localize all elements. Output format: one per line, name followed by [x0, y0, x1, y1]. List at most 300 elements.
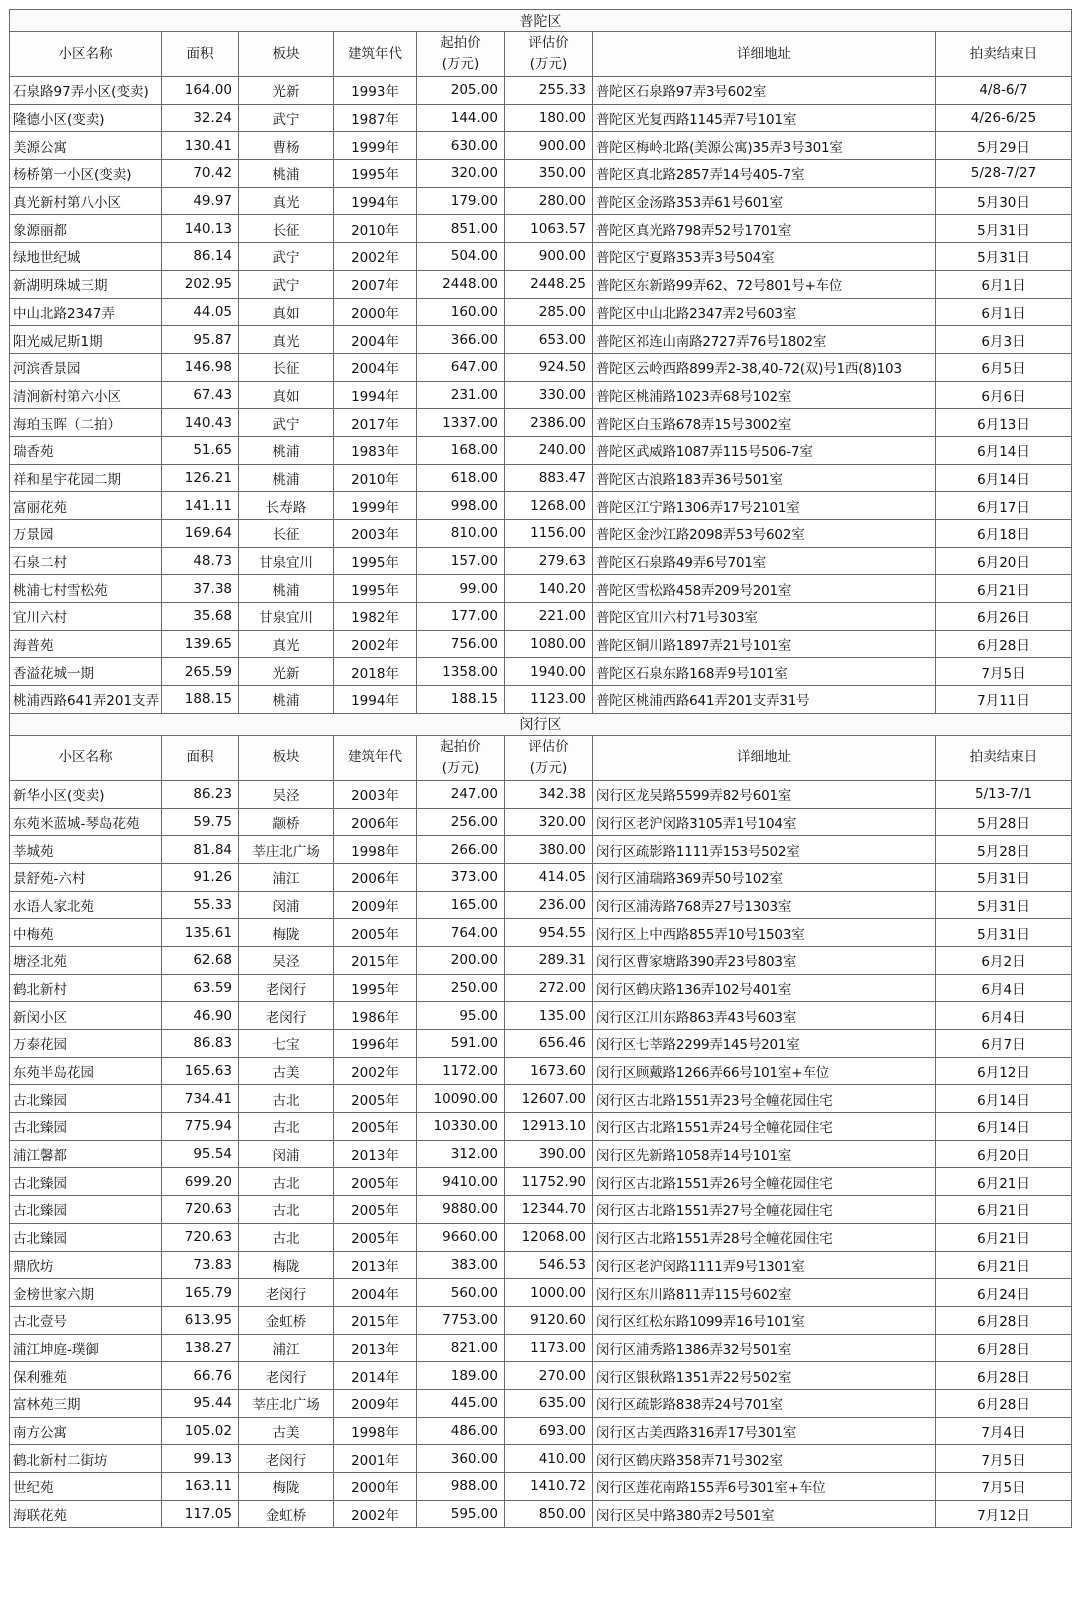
build-year-cell: 2013年	[334, 1334, 417, 1362]
area-cell: 35.68	[162, 603, 239, 631]
address-cell: 闵行区老沪闵路3105弄1号104室	[593, 808, 936, 836]
district-block-cell: 武宁	[239, 243, 334, 271]
district-block-cell: 闵浦	[239, 1140, 334, 1168]
area-cell: 699.20	[162, 1168, 239, 1196]
table-row	[10, 575, 1072, 603]
auction-table	[9, 9, 1072, 1528]
appraisal-price-cell: 12913.10	[505, 1113, 593, 1141]
area-cell: 48.73	[162, 547, 239, 575]
start-price-cell: 821.00	[417, 1334, 505, 1362]
area-cell: 81.84	[162, 836, 239, 864]
build-year-cell: 1983年	[334, 436, 417, 464]
build-year-cell: 2015年	[334, 946, 417, 974]
area-cell: 91.26	[162, 863, 239, 891]
district-block-cell: 甘泉宜川	[239, 547, 334, 575]
appraisal-price-cell: 900.00	[505, 132, 593, 160]
table-row	[10, 1362, 1072, 1390]
address-cell: 闵行区鹤庆路358弄71号302室	[593, 1445, 936, 1473]
build-year-cell: 2015年	[334, 1306, 417, 1334]
appraisal-price-cell: 883.47	[505, 464, 593, 492]
area-cell: 86.23	[162, 780, 239, 808]
appraisal-price-cell: 656.46	[505, 1030, 593, 1058]
build-year-cell: 2005年	[334, 919, 417, 947]
address-cell: 闵行区顾戴路1266弄66号101室+车位	[593, 1057, 936, 1085]
table-row	[10, 492, 1072, 520]
community-name-cell: 香溢花城一期	[10, 658, 162, 686]
area-cell: 62.68	[162, 946, 239, 974]
auction-end-date-cell: 7月5日	[936, 658, 1072, 686]
auction-end-date-cell: 6月5日	[936, 353, 1072, 381]
column-header: 评估价 (万元)	[505, 735, 593, 780]
start-price-cell: 320.00	[417, 160, 505, 188]
table-row	[10, 270, 1072, 298]
build-year-cell: 1999年	[334, 492, 417, 520]
start-price-cell: 95.00	[417, 1002, 505, 1030]
start-price-cell: 810.00	[417, 520, 505, 548]
appraisal-price-cell: 289.31	[505, 946, 593, 974]
table-row	[10, 1445, 1072, 1473]
build-year-cell: 1995年	[334, 547, 417, 575]
auction-end-date-cell: 6月3日	[936, 326, 1072, 354]
district-block-cell: 长征	[239, 520, 334, 548]
auction-end-date-cell: 6月14日	[936, 1085, 1072, 1113]
table-row	[10, 603, 1072, 631]
district-block-cell: 长寿路	[239, 492, 334, 520]
area-cell: 169.64	[162, 520, 239, 548]
appraisal-price-cell: 1940.00	[505, 658, 593, 686]
start-price-cell: 266.00	[417, 836, 505, 864]
community-name-cell: 莘城苑	[10, 836, 162, 864]
appraisal-price-cell: 1173.00	[505, 1334, 593, 1362]
address-cell: 普陀区桃浦路1023弄68号102室	[593, 381, 936, 409]
start-price-cell: 312.00	[417, 1140, 505, 1168]
auction-end-date-cell: 5月29日	[936, 132, 1072, 160]
table-row	[10, 630, 1072, 658]
address-cell: 普陀区东新路99弄62、72号801号+车位	[593, 270, 936, 298]
community-name-cell: 杨桥第一小区(变卖)	[10, 160, 162, 188]
community-name-cell: 保利雅苑	[10, 1362, 162, 1390]
address-cell: 闵行区莲花南路155弄6号301室+车位	[593, 1473, 936, 1501]
appraisal-price-cell: 414.05	[505, 863, 593, 891]
area-cell: 165.63	[162, 1057, 239, 1085]
community-name-cell: 鹤北新村	[10, 974, 162, 1002]
column-header: 起拍价 (万元)	[417, 32, 505, 77]
district-block-cell: 老闵行	[239, 1362, 334, 1390]
appraisal-price-cell: 12068.00	[505, 1223, 593, 1251]
build-year-cell: 2004年	[334, 326, 417, 354]
address-cell: 普陀区铜川路1897弄21号101室	[593, 630, 936, 658]
column-header: 建筑年代	[334, 735, 417, 780]
area-cell: 86.83	[162, 1030, 239, 1058]
district-block-cell: 光新	[239, 658, 334, 686]
community-name-cell: 富丽花苑	[10, 492, 162, 520]
community-name-cell: 瑞香苑	[10, 436, 162, 464]
appraisal-price-cell: 12607.00	[505, 1085, 593, 1113]
start-price-cell: 756.00	[417, 630, 505, 658]
table-row	[10, 1030, 1072, 1058]
district-block-cell: 浦江	[239, 1334, 334, 1362]
table-row	[10, 215, 1072, 243]
appraisal-price-cell: 272.00	[505, 974, 593, 1002]
table-row	[10, 1306, 1072, 1334]
section-title: 闵行区	[10, 713, 1072, 735]
district-block-cell: 吴泾	[239, 780, 334, 808]
start-price-cell: 144.00	[417, 104, 505, 132]
table-row	[10, 409, 1072, 437]
table-row	[10, 1002, 1072, 1030]
auction-end-date-cell: 6月13日	[936, 409, 1072, 437]
auction-end-date-cell: 6月12日	[936, 1057, 1072, 1085]
table-row	[10, 919, 1072, 947]
column-header: 详细地址	[593, 32, 936, 77]
address-cell: 闵行区吴中路380弄2号501室	[593, 1500, 936, 1528]
table-row	[10, 780, 1072, 808]
auction-end-date-cell: 6月14日	[936, 436, 1072, 464]
auction-end-date-cell: 5/13-7/1	[936, 780, 1072, 808]
build-year-cell: 2007年	[334, 270, 417, 298]
community-name-cell: 象源丽都	[10, 215, 162, 243]
start-price-cell: 373.00	[417, 863, 505, 891]
area-cell: 720.63	[162, 1223, 239, 1251]
community-name-cell: 古北臻园	[10, 1085, 162, 1113]
start-price-cell: 2448.00	[417, 270, 505, 298]
district-block-cell: 真光	[239, 630, 334, 658]
address-cell: 普陀区白玉路678弄15号3002室	[593, 409, 936, 437]
start-price-cell: 179.00	[417, 187, 505, 215]
build-year-cell: 1994年	[334, 686, 417, 714]
district-block-cell: 古美	[239, 1057, 334, 1085]
area-cell: 73.83	[162, 1251, 239, 1279]
build-year-cell: 1995年	[334, 974, 417, 1002]
start-price-cell: 9660.00	[417, 1223, 505, 1251]
start-price-cell: 160.00	[417, 298, 505, 326]
auction-end-date-cell: 5月31日	[936, 243, 1072, 271]
start-price-cell: 1172.00	[417, 1057, 505, 1085]
column-header: 小区名称	[10, 735, 162, 780]
appraisal-price-cell: 221.00	[505, 603, 593, 631]
appraisal-price-cell: 330.00	[505, 381, 593, 409]
build-year-cell: 2013年	[334, 1251, 417, 1279]
community-name-cell: 海普苑	[10, 630, 162, 658]
district-block-cell: 莘庄北广场	[239, 836, 334, 864]
start-price-cell: 1358.00	[417, 658, 505, 686]
district-block-cell: 梅陇	[239, 1473, 334, 1501]
community-name-cell: 桃浦七村雪松苑	[10, 575, 162, 603]
start-price-cell: 366.00	[417, 326, 505, 354]
column-header: 小区名称	[10, 32, 162, 77]
address-cell: 闵行区七莘路2299弄145号201室	[593, 1030, 936, 1058]
area-cell: 51.65	[162, 436, 239, 464]
auction-end-date-cell: 7月5日	[936, 1473, 1072, 1501]
table-row	[10, 1085, 1072, 1113]
community-name-cell: 石泉路97弄小区(变卖)	[10, 77, 162, 105]
address-cell: 闵行区龙吴路5599弄82号601室	[593, 780, 936, 808]
build-year-cell: 2005年	[334, 1223, 417, 1251]
build-year-cell: 2004年	[334, 353, 417, 381]
table-row	[10, 1140, 1072, 1168]
column-header: 面积	[162, 32, 239, 77]
area-cell: 775.94	[162, 1113, 239, 1141]
community-name-cell: 东苑米蓝城-琴岛花苑	[10, 808, 162, 836]
community-name-cell: 海联花苑	[10, 1500, 162, 1528]
area-cell: 63.59	[162, 974, 239, 1002]
address-cell: 闵行区浦涛路768弄27号1303室	[593, 891, 936, 919]
address-cell: 闵行区浦瑞路369弄50号102室	[593, 863, 936, 891]
community-name-cell: 世纪苑	[10, 1473, 162, 1501]
table-row	[10, 464, 1072, 492]
auction-end-date-cell: 6月1日	[936, 270, 1072, 298]
auction-end-date-cell: 6月28日	[936, 1334, 1072, 1362]
auction-end-date-cell: 5月28日	[936, 836, 1072, 864]
district-block-cell: 莘庄北广场	[239, 1389, 334, 1417]
build-year-cell: 2000年	[334, 1473, 417, 1501]
community-name-cell: 河滨香景园	[10, 353, 162, 381]
community-name-cell: 新闵小区	[10, 1002, 162, 1030]
address-cell: 普陀区宜川六村71号303室	[593, 603, 936, 631]
address-cell: 闵行区江川东路863弄43号603室	[593, 1002, 936, 1030]
table-row	[10, 298, 1072, 326]
start-price-cell: 360.00	[417, 1445, 505, 1473]
appraisal-price-cell: 280.00	[505, 187, 593, 215]
area-cell: 202.95	[162, 270, 239, 298]
build-year-cell: 1994年	[334, 187, 417, 215]
table-row	[10, 1473, 1072, 1501]
community-name-cell: 万泰花园	[10, 1030, 162, 1058]
address-cell: 闵行区古北路1551弄26号全幢花园住宅	[593, 1168, 936, 1196]
appraisal-price-cell: 1000.00	[505, 1279, 593, 1307]
area-cell: 59.75	[162, 808, 239, 836]
area-cell: 37.38	[162, 575, 239, 603]
district-block-cell: 光新	[239, 77, 334, 105]
appraisal-price-cell: 1268.00	[505, 492, 593, 520]
area-cell: 188.15	[162, 686, 239, 714]
start-price-cell: 189.00	[417, 1362, 505, 1390]
district-block-cell: 真光	[239, 187, 334, 215]
build-year-cell: 2017年	[334, 409, 417, 437]
start-price-cell: 9880.00	[417, 1196, 505, 1224]
start-price-cell: 205.00	[417, 77, 505, 105]
start-price-cell: 1337.00	[417, 409, 505, 437]
build-year-cell: 2003年	[334, 520, 417, 548]
area-cell: 613.95	[162, 1306, 239, 1334]
start-price-cell: 764.00	[417, 919, 505, 947]
appraisal-price-cell: 240.00	[505, 436, 593, 464]
table-row	[10, 77, 1072, 105]
start-price-cell: 630.00	[417, 132, 505, 160]
address-cell: 闵行区上中西路855弄10号1503室	[593, 919, 936, 947]
community-name-cell: 宜川六村	[10, 603, 162, 631]
appraisal-price-cell: 2386.00	[505, 409, 593, 437]
build-year-cell: 2013年	[334, 1140, 417, 1168]
build-year-cell: 1995年	[334, 575, 417, 603]
district-block-cell: 长征	[239, 215, 334, 243]
community-name-cell: 真光新村第八小区	[10, 187, 162, 215]
area-cell: 140.13	[162, 215, 239, 243]
appraisal-price-cell: 1410.72	[505, 1473, 593, 1501]
auction-end-date-cell: 5月28日	[936, 808, 1072, 836]
appraisal-price-cell: 279.63	[505, 547, 593, 575]
community-name-cell: 绿地世纪城	[10, 243, 162, 271]
district-block-cell: 武宁	[239, 409, 334, 437]
auction-end-date-cell: 5月31日	[936, 891, 1072, 919]
community-name-cell: 祥和星宇花园二期	[10, 464, 162, 492]
community-name-cell: 鹤北新村二街坊	[10, 1445, 162, 1473]
address-cell: 闵行区古北路1551弄27号全幢花园住宅	[593, 1196, 936, 1224]
table-row	[10, 1057, 1072, 1085]
auction-end-date-cell: 6月26日	[936, 603, 1072, 631]
district-block-cell: 桃浦	[239, 464, 334, 492]
address-cell: 普陀区祁连山南路2727弄76号1802室	[593, 326, 936, 354]
section-title-row	[10, 713, 1072, 735]
auction-end-date-cell: 6月28日	[936, 1362, 1072, 1390]
start-price-cell: 157.00	[417, 547, 505, 575]
community-name-cell: 鼎欣坊	[10, 1251, 162, 1279]
appraisal-price-cell: 546.53	[505, 1251, 593, 1279]
address-cell: 闵行区古北路1551弄24号全幢花园住宅	[593, 1113, 936, 1141]
table-row	[10, 520, 1072, 548]
build-year-cell: 1982年	[334, 603, 417, 631]
district-block-cell: 七宝	[239, 1030, 334, 1058]
address-cell: 闵行区古北路1551弄23号全幢花园住宅	[593, 1085, 936, 1113]
build-year-cell: 2005年	[334, 1196, 417, 1224]
district-block-cell: 武宁	[239, 270, 334, 298]
auction-end-date-cell: 6月24日	[936, 1279, 1072, 1307]
community-name-cell: 古北臻园	[10, 1113, 162, 1141]
address-cell: 普陀区云岭西路899弄2-38,40-72(双)号1西(8)103	[593, 353, 936, 381]
address-cell: 闵行区银秋路1351弄22号502室	[593, 1362, 936, 1390]
build-year-cell: 1998年	[334, 836, 417, 864]
start-price-cell: 99.00	[417, 575, 505, 603]
table-row	[10, 1417, 1072, 1445]
address-cell: 闵行区疏影路1111弄153号502室	[593, 836, 936, 864]
auction-end-date-cell: 7月12日	[936, 1500, 1072, 1528]
area-cell: 140.43	[162, 409, 239, 437]
community-name-cell: 塘泾北苑	[10, 946, 162, 974]
community-name-cell: 景舒苑-六村	[10, 863, 162, 891]
build-year-cell: 1994年	[334, 381, 417, 409]
start-price-cell: 168.00	[417, 436, 505, 464]
community-name-cell: 古北壹号	[10, 1306, 162, 1334]
appraisal-price-cell: 1156.00	[505, 520, 593, 548]
auction-end-date-cell: 6月28日	[936, 1306, 1072, 1334]
build-year-cell: 1993年	[334, 77, 417, 105]
start-price-cell: 10330.00	[417, 1113, 505, 1141]
auction-end-date-cell: 6月17日	[936, 492, 1072, 520]
area-cell: 67.43	[162, 381, 239, 409]
area-cell: 46.90	[162, 1002, 239, 1030]
appraisal-price-cell: 11752.90	[505, 1168, 593, 1196]
start-price-cell: 595.00	[417, 1500, 505, 1528]
start-price-cell: 165.00	[417, 891, 505, 919]
community-name-cell: 古北臻园	[10, 1223, 162, 1251]
auction-listing-sheet	[9, 9, 1071, 1528]
area-cell: 720.63	[162, 1196, 239, 1224]
column-header: 面积	[162, 735, 239, 780]
appraisal-price-cell: 380.00	[505, 836, 593, 864]
district-block-cell: 老闵行	[239, 1279, 334, 1307]
build-year-cell: 1987年	[334, 104, 417, 132]
address-cell: 普陀区石泉路97弄3号602室	[593, 77, 936, 105]
table-row	[10, 1251, 1072, 1279]
address-cell: 闵行区古北路1551弄28号全幢花园住宅	[593, 1223, 936, 1251]
district-block-cell: 闵浦	[239, 891, 334, 919]
area-cell: 95.87	[162, 326, 239, 354]
auction-end-date-cell: 6月20日	[936, 547, 1072, 575]
community-name-cell: 新湖明珠城三期	[10, 270, 162, 298]
appraisal-price-cell: 954.55	[505, 919, 593, 947]
auction-end-date-cell: 6月4日	[936, 1002, 1072, 1030]
appraisal-price-cell: 900.00	[505, 243, 593, 271]
table-row	[10, 891, 1072, 919]
appraisal-price-cell: 1123.00	[505, 686, 593, 714]
address-cell: 普陀区真北路2857弄14号405-7室	[593, 160, 936, 188]
build-year-cell: 1996年	[334, 1030, 417, 1058]
build-year-cell: 2002年	[334, 1500, 417, 1528]
build-year-cell: 1986年	[334, 1002, 417, 1030]
community-name-cell: 东苑半岛花园	[10, 1057, 162, 1085]
section-title: 普陀区	[10, 10, 1072, 32]
district-block-cell: 古北	[239, 1113, 334, 1141]
auction-end-date-cell: 6月7日	[936, 1030, 1072, 1058]
table-row	[10, 863, 1072, 891]
appraisal-price-cell: 2448.25	[505, 270, 593, 298]
build-year-cell: 2009年	[334, 891, 417, 919]
district-block-cell: 金虹桥	[239, 1500, 334, 1528]
address-cell: 闵行区鹤庆路136弄102号401室	[593, 974, 936, 1002]
auction-end-date-cell: 7月4日	[936, 1417, 1072, 1445]
area-cell: 95.44	[162, 1389, 239, 1417]
start-price-cell: 647.00	[417, 353, 505, 381]
build-year-cell: 2009年	[334, 1389, 417, 1417]
district-block-cell: 古北	[239, 1085, 334, 1113]
appraisal-price-cell: 12344.70	[505, 1196, 593, 1224]
table-row	[10, 187, 1072, 215]
build-year-cell: 2005年	[334, 1113, 417, 1141]
section-title-row	[10, 10, 1072, 32]
build-year-cell: 2001年	[334, 1445, 417, 1473]
area-cell: 138.27	[162, 1334, 239, 1362]
auction-end-date-cell: 6月4日	[936, 974, 1072, 1002]
area-cell: 163.11	[162, 1473, 239, 1501]
community-name-cell: 海珀玉晖（二拍）	[10, 409, 162, 437]
column-header: 评估价 (万元)	[505, 32, 593, 77]
community-name-cell: 石泉二村	[10, 547, 162, 575]
community-name-cell: 隆德小区(变卖)	[10, 104, 162, 132]
address-cell: 普陀区江宁路1306弄17号2101室	[593, 492, 936, 520]
address-cell: 普陀区中山北路2347弄2号603室	[593, 298, 936, 326]
community-name-cell: 万景园	[10, 520, 162, 548]
column-header: 起拍价 (万元)	[417, 735, 505, 780]
start-price-cell: 988.00	[417, 1473, 505, 1501]
column-header: 板块	[239, 32, 334, 77]
appraisal-price-cell: 9120.60	[505, 1306, 593, 1334]
address-cell: 普陀区武威路1087弄115号506-7室	[593, 436, 936, 464]
build-year-cell: 2004年	[334, 1279, 417, 1307]
community-name-cell: 富林苑三期	[10, 1389, 162, 1417]
table-row	[10, 1389, 1072, 1417]
auction-end-date-cell: 6月21日	[936, 1223, 1072, 1251]
address-cell: 普陀区古浪路183弄36号501室	[593, 464, 936, 492]
start-price-cell: 445.00	[417, 1389, 505, 1417]
district-block-cell: 古美	[239, 1417, 334, 1445]
start-price-cell: 851.00	[417, 215, 505, 243]
auction-end-date-cell: 5月31日	[936, 215, 1072, 243]
table-row	[10, 974, 1072, 1002]
build-year-cell: 2003年	[334, 780, 417, 808]
table-row	[10, 946, 1072, 974]
table-row	[10, 1196, 1072, 1224]
community-name-cell: 中山北路2347弄	[10, 298, 162, 326]
